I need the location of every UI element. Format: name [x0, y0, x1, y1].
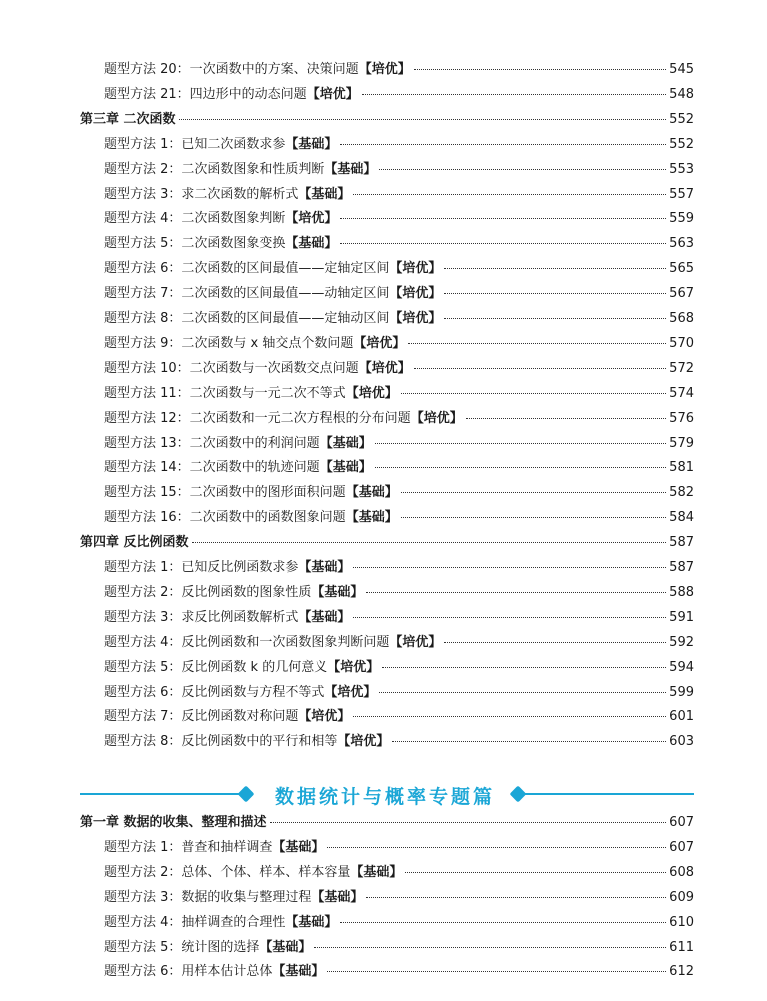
banner-diamond-left-icon [238, 786, 255, 803]
toc-entry-level-tag: 【培优】 [389, 286, 442, 302]
toc-dot-leader [340, 243, 666, 244]
toc-entry-level-tag: 【培优】 [389, 261, 442, 277]
toc-method-entry[interactable] [104, 510, 694, 526]
toc-page-number: 599 [669, 684, 694, 700]
toc-entry-level-tag: 【基础】 [298, 609, 351, 625]
toc-page-number: 574 [669, 385, 694, 401]
toc-dot-leader [375, 467, 666, 468]
toc-page-number: 559 [669, 211, 694, 227]
toc-dot-leader [327, 847, 666, 848]
toc-entry-title: 题型方法 3：求反比例函数解析式 [104, 609, 299, 625]
toc-method-entry[interactable] [104, 411, 694, 427]
toc-method-entry[interactable] [104, 62, 694, 78]
toc-entry-level-tag: 【基础】 [259, 939, 312, 955]
toc-entry-title: 题型方法 12：二次函数和一元二次方程根的分布问题 [104, 410, 411, 426]
toc-entry-level-tag: 【基础】 [345, 510, 398, 526]
toc-page-number: 545 [669, 62, 694, 77]
toc-method-entry[interactable] [104, 585, 694, 601]
toc-entry-level-tag: 【基础】 [324, 161, 377, 177]
toc-entry-level-tag: 【培优】 [298, 709, 351, 725]
toc-dot-leader [340, 144, 666, 145]
toc-entry-level-tag: 【基础】 [285, 136, 338, 152]
toc-method-entry[interactable] [104, 261, 694, 277]
toc-entry-level-tag: 【基础】 [319, 460, 372, 476]
toc-method-entry[interactable] [104, 890, 694, 906]
toc-entry-level-tag: 【基础】 [285, 236, 338, 252]
toc-dot-leader [327, 971, 666, 972]
toc-method-entry[interactable] [104, 685, 694, 701]
toc-entry-level-tag: 【培优】 [337, 734, 390, 750]
toc-dot-leader [405, 872, 666, 873]
toc-dot-leader [379, 169, 666, 170]
toc-dot-leader [379, 692, 666, 693]
toc-page-number: 552 [669, 136, 694, 152]
toc-dot-leader [353, 567, 666, 568]
toc-chapter-entry[interactable] [80, 535, 694, 551]
toc-method-entry[interactable] [104, 211, 694, 227]
toc-dot-leader [414, 368, 666, 369]
toc-dot-leader [444, 293, 666, 294]
toc-entry-level-tag: 【培优】 [353, 335, 406, 351]
toc-method-entry[interactable] [104, 485, 694, 501]
toc-entry-level-tag: 【培优】 [358, 62, 411, 77]
banner-line-right [522, 793, 694, 795]
toc-entry-title: 题型方法 9：二次函数与 x 轴交点个数问题 [104, 335, 354, 351]
toc-page-number: 610 [669, 914, 694, 930]
toc-method-entry[interactable] [104, 660, 694, 676]
toc-dot-leader [366, 897, 666, 898]
toc-dot-leader [353, 716, 666, 717]
toc-entry-title: 题型方法 10：二次函数与一次函数交点问题 [104, 360, 359, 376]
toc-method-entry[interactable] [104, 560, 694, 576]
toc-entry-level-tag: 【基础】 [272, 839, 325, 855]
toc-dot-leader [401, 393, 666, 394]
toc-dot-leader [392, 741, 666, 742]
toc-page-number: 581 [669, 460, 694, 476]
toc-entry-title: 题型方法 6：用样本估计总体 [104, 964, 273, 980]
banner-line-left [80, 793, 242, 795]
toc-method-entry[interactable] [104, 187, 694, 203]
toc-entry-level-tag: 【培优】 [306, 86, 359, 102]
toc-method-entry[interactable] [104, 336, 694, 352]
toc-entry-level-tag: 【基础】 [319, 435, 372, 451]
toc-dot-leader [340, 218, 666, 219]
toc-dot-leader [314, 947, 666, 948]
toc-page-number: 594 [669, 659, 694, 675]
toc-entry-level-tag: 【基础】 [298, 560, 351, 575]
toc-method-entry[interactable] [104, 610, 694, 626]
toc-entry-level-tag: 【基础】 [311, 584, 364, 600]
toc-entry-title: 第三章 二次函数 [80, 111, 176, 127]
toc-page-number: 591 [669, 609, 694, 625]
toc-dot-leader [444, 268, 666, 269]
toc-entry-title: 题型方法 5：统计图的选择 [104, 939, 260, 955]
toc-method-entry[interactable] [104, 162, 694, 178]
toc-page-number: 567 [669, 286, 694, 302]
toc-dot-leader [353, 617, 666, 618]
toc-entry-title: 题型方法 7：反比例函数对称问题 [104, 709, 299, 725]
toc-page-number: 588 [669, 584, 694, 600]
toc-dot-leader [401, 517, 666, 518]
toc-method-entry[interactable] [104, 137, 694, 153]
toc-entry-title: 题型方法 8：二次函数的区间最值——定轴动区间 [104, 311, 390, 326]
toc-page-number: 563 [669, 236, 694, 252]
toc-page-number: 553 [669, 161, 694, 177]
toc-page-number: 548 [669, 86, 694, 102]
toc-page-number: 587 [669, 535, 694, 551]
toc-dot-leader [353, 194, 666, 195]
toc-method-entry[interactable] [104, 940, 694, 956]
toc-dot-leader [414, 69, 666, 70]
toc-chapter-entry[interactable] [80, 815, 694, 831]
toc-page-number: 582 [669, 485, 694, 501]
toc-dot-leader [401, 492, 666, 493]
toc-dot-leader [270, 822, 667, 823]
toc-chapter-entry[interactable] [80, 112, 694, 128]
toc-entry-level-tag: 【培优】 [410, 410, 463, 426]
toc-entry-title: 题型方法 16：二次函数中的函数图象问题 [104, 510, 346, 526]
toc-entry-title: 题型方法 4：抽样调查的合理性 [104, 914, 286, 930]
toc-entry-title: 题型方法 6：反比例函数与方程不等式 [104, 684, 325, 700]
toc-method-entry[interactable] [104, 236, 694, 252]
toc-page-number: 587 [669, 560, 694, 575]
toc-entry-level-tag: 【基础】 [298, 186, 351, 202]
toc-entry-title: 题型方法 4：反比例函数和一次函数图象判断问题 [104, 634, 390, 650]
toc-method-entry[interactable] [104, 386, 694, 402]
toc-entry-title: 题型方法 6：二次函数的区间最值——定轴定区间 [104, 261, 390, 277]
toc-entry-title: 题型方法 8：反比例函数中的平行和相等 [104, 734, 338, 750]
toc-entry-title: 题型方法 1：已知反比例函数求参 [104, 560, 299, 575]
toc-method-entry[interactable] [104, 436, 694, 452]
toc-page-number: 608 [669, 864, 694, 880]
toc-page-number: 603 [669, 734, 694, 750]
toc-entry-level-tag: 【培优】 [389, 634, 442, 650]
toc-entry-title: 题型方法 15：二次函数中的图形面积问题 [104, 485, 346, 501]
toc-method-entry[interactable] [104, 460, 694, 476]
toc-page-number: 592 [669, 634, 694, 650]
toc-dot-leader [192, 542, 667, 543]
toc-entry-title: 题型方法 20：一次函数中的方案、决策问题 [104, 62, 359, 77]
toc-page-number: 607 [669, 815, 694, 830]
toc-entry-level-tag: 【培优】 [324, 684, 377, 700]
toc-page-number: 576 [669, 410, 694, 426]
toc-page-number: 601 [669, 709, 694, 725]
toc-entry-title: 题型方法 5：反比例函数 k 的几何意义 [104, 659, 328, 675]
toc-method-entry[interactable] [104, 709, 694, 725]
toc-method-entry[interactable] [104, 286, 694, 302]
toc-entry-level-tag: 【基础】 [311, 889, 364, 905]
toc-dot-leader [444, 318, 666, 319]
toc-page-number: 552 [669, 111, 694, 127]
toc-entry-level-tag: 【基础】 [272, 964, 325, 980]
toc-entry-title: 题型方法 2：总体、个体、样本、样本容量 [104, 864, 351, 880]
toc-entry-level-tag: 【培优】 [345, 385, 398, 401]
toc-entry-level-tag: 【基础】 [350, 864, 403, 880]
toc-dot-leader [375, 443, 666, 444]
toc-dot-leader [382, 667, 666, 668]
toc-method-entry[interactable] [104, 635, 694, 651]
toc-entry-level-tag: 【培优】 [285, 211, 338, 227]
toc-method-entry[interactable] [104, 915, 694, 931]
toc-method-entry[interactable] [104, 840, 694, 856]
toc-entry-level-tag: 【基础】 [345, 485, 398, 501]
toc-entry-title: 题型方法 1：普查和抽样调查 [104, 839, 273, 855]
toc-entry-title: 第四章 反比例函数 [80, 535, 189, 551]
toc-method-entry[interactable] [104, 361, 694, 377]
toc-page-number: 572 [669, 360, 694, 376]
toc-entry-title: 题型方法 21：四边形中的动态问题 [104, 86, 307, 102]
toc-page-number: 609 [669, 889, 694, 905]
toc-page-number: 607 [669, 839, 694, 855]
toc-entry-level-tag: 【培优】 [358, 360, 411, 376]
toc-dot-leader [179, 119, 667, 120]
toc-page-number: 557 [669, 186, 694, 202]
toc-entry-title: 题型方法 3：数据的收集与整理过程 [104, 889, 312, 905]
toc-method-entry[interactable] [104, 964, 694, 980]
toc-page-number: 579 [669, 435, 694, 451]
toc-page-number: 611 [669, 939, 694, 955]
toc-method-entry[interactable] [104, 865, 694, 881]
toc-method-entry[interactable] [104, 87, 694, 103]
toc-entry-title: 题型方法 5：二次函数图象变换 [104, 236, 286, 252]
toc-entry-title: 题型方法 2：二次函数图象和性质判断 [104, 161, 325, 177]
toc-entry-level-tag: 【基础】 [285, 914, 338, 930]
toc-entry-title: 题型方法 14：二次函数中的轨迹问题 [104, 460, 320, 476]
toc-entry-title: 题型方法 4：二次函数图象判断 [104, 211, 286, 227]
toc-page-number: 565 [669, 261, 694, 277]
toc-entry-title: 题型方法 2：反比例函数的图象性质 [104, 584, 312, 600]
toc-entry-title: 题型方法 11：二次函数与一元二次不等式 [104, 385, 346, 401]
toc-entry-title: 题型方法 7：二次函数的区间最值——动轴定区间 [104, 286, 390, 302]
toc-dot-leader [366, 592, 666, 593]
toc-page-number: 568 [669, 311, 694, 326]
toc-entry-title: 第一章 数据的收集、整理和描述 [80, 815, 267, 830]
toc-entry-title: 题型方法 1：已知二次函数求参 [104, 136, 286, 152]
toc-dot-leader [340, 922, 666, 923]
section-banner-title: 数据统计与概率专题篇 [274, 786, 495, 808]
toc-dot-leader [444, 642, 666, 643]
toc-method-entry[interactable] [104, 311, 694, 327]
section-banner [80, 784, 694, 808]
toc-dot-leader [466, 418, 666, 419]
toc-page-number: 584 [669, 510, 694, 526]
toc-dot-leader [362, 94, 666, 95]
toc-entry-level-tag: 【培优】 [389, 311, 442, 326]
toc-method-entry[interactable] [104, 734, 694, 750]
toc-entry-title: 题型方法 13：二次函数中的利润问题 [104, 435, 320, 451]
toc-entry-level-tag: 【培优】 [327, 659, 380, 675]
toc-dot-leader [408, 343, 666, 344]
toc-page-number: 612 [669, 964, 694, 980]
toc-page-number: 570 [669, 335, 694, 351]
toc-entry-title: 题型方法 3：求二次函数的解析式 [104, 186, 299, 202]
